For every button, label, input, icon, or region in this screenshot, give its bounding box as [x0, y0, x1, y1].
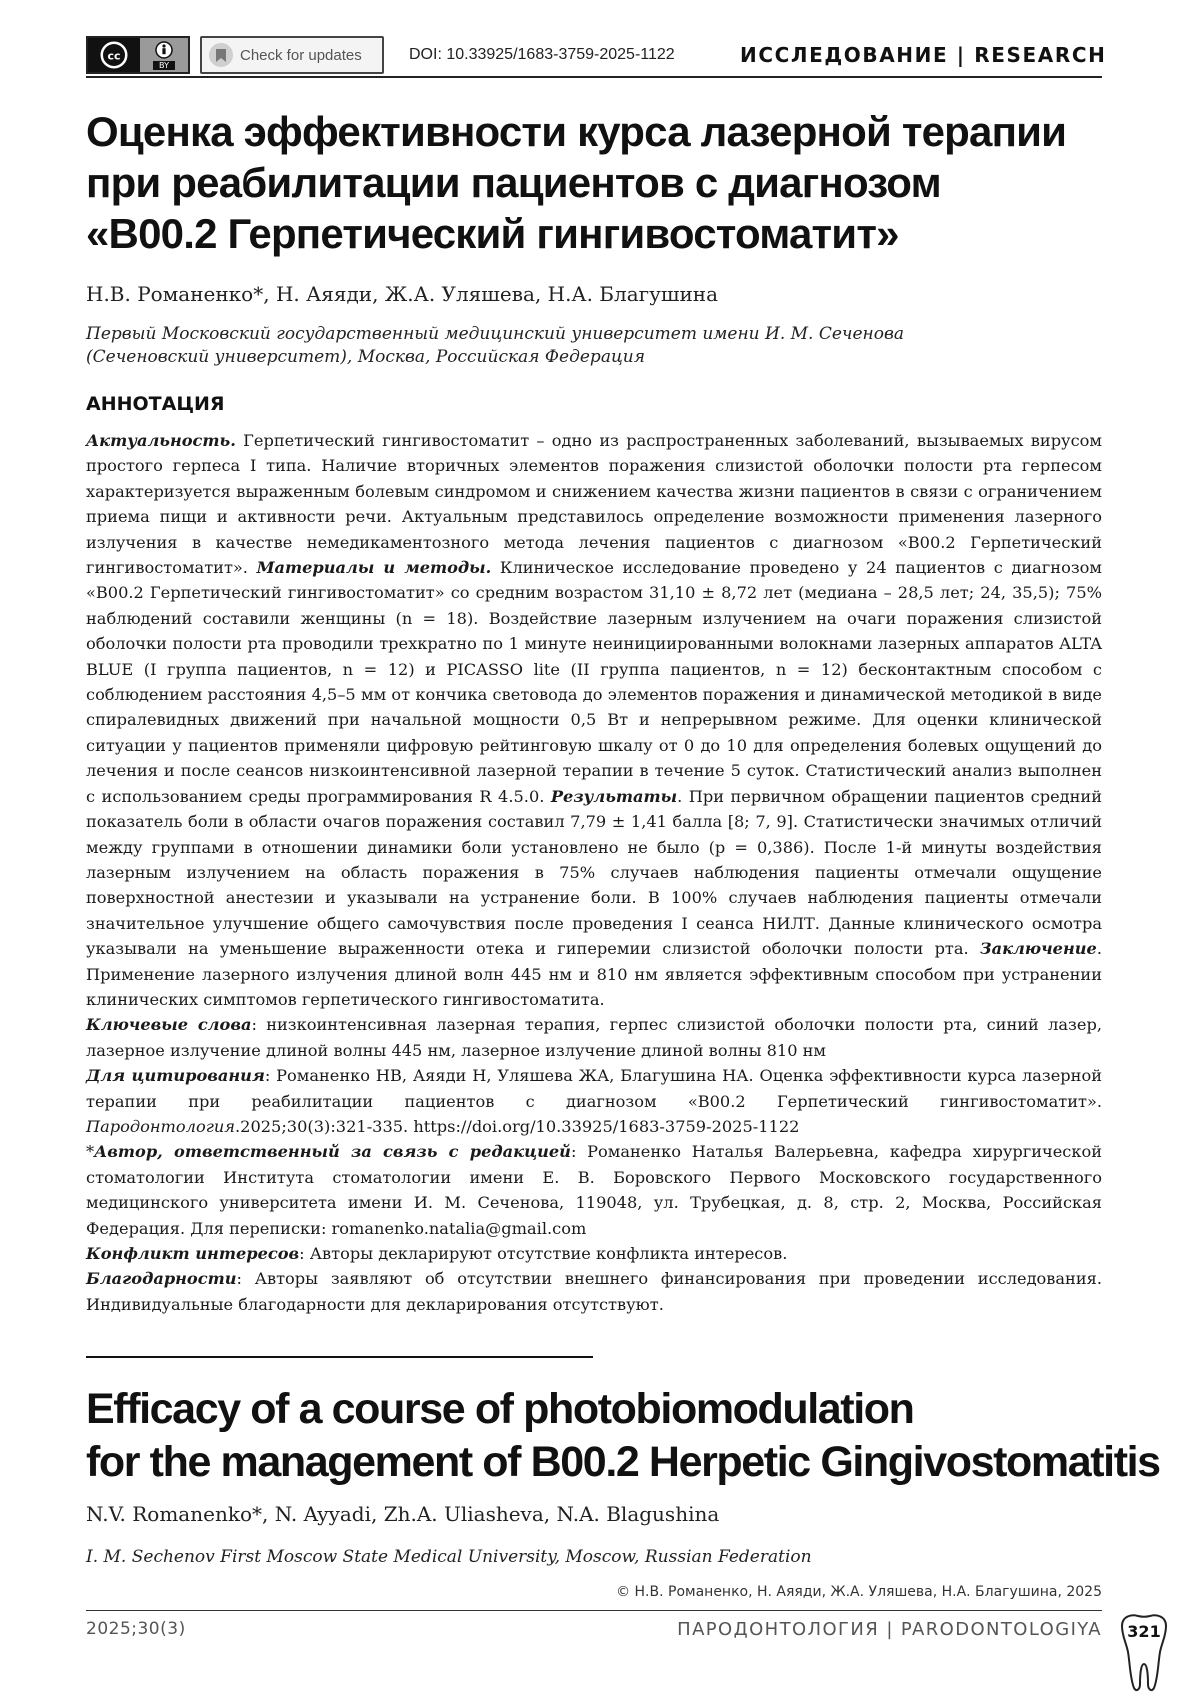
methods-label: Материалы и методы. — [256, 558, 492, 578]
corresponding-star: * — [86, 1142, 95, 1162]
methods-text: Клиническое исследование проведено у 24 пациентов с диагнозом «B00.2 Герпетический гингивостоматит» со средним возрастом 31,10 ± 8,72 лет (медиана – 28,5 лет; 24, 35,5); 75% наблюдений составили женщины (n = 18). Воздействие лазерным излучением на очаги поражения слизистой оболочки полости рта проводили трехкратно по 1 минуте неинициированными волокнами лазерных аппаратов ALTA BLUE (I группа пациентов, n = 12) и PICASSO lite (II группа пациентов, n = 12) бесконтактным способом с соблюдением расстояния 4,5–5 мм от кончика световода до элементов поражения и динамической методикой в виде спиралевидных движений при начальной мощности 0,5 Вт и непрерывном режиме. Для оценки клинической ситуации у пациентов применяли цифровую рейтинговую шкалу от 0 до 10 для определения болевых ощущений до лечения и после сеансов низкоинтенсивной лазерной терапии в течение 5 суток. Статистический анализ выполнен с использованием среды программирования R 4.5.0. — [86, 558, 1102, 806]
cc-by-license-badge[interactable] — [86, 36, 190, 74]
citation-text: : Романенко НВ, Аяяди Н, Уляшева ЖА, Благушина НА. Оценка эффективности курса лазерной терапии при реабилитации пациентов с диагнозом «B00.2 Герпетический гингивостоматит». — [86, 1066, 1102, 1111]
title-en-line-1: Efficacy of a course of photobiomodulation — [86, 1385, 914, 1433]
relevance-text: Герпетический гингивостоматит – одно из распространенных заболеваний, вызываемых вирусом простого герпеса I типа. Наличие вторичных элементов поражения слизистой оболочки полости рта герпесом характеризуется выраженным болевым синдромом и снижением качества жизни пациентов в связи с ограничением приема пищи и активности речи. Актуальным представилось определение возможности применения лазерного излучения в качестве немедикаментозного метода лечения пациентов с диагнозом «B00.2 Герпетический гингивостоматит». — [86, 431, 1102, 578]
authors-en: N.V. Romanenko*, N. Ayyadi, Zh.A. Uliasheva, N.A. Blagushina — [86, 1502, 720, 1526]
acknowledgements-label: Благодарности — [86, 1269, 237, 1289]
section-label: ИССЛЕДОВАНИЕ | RESEARCH — [740, 43, 1107, 67]
keywords-text: : низкоинтенсивная лазерная терапия, герпес слизистой оболочки полости рта, синий лазер, лазерное излучение длиной волны 445 нм, лазерное излучение длиной волны 810 нм — [86, 1015, 1102, 1060]
title-en-line-2: for the management of B00.2 Herpetic Gingivostomatitis — [86, 1438, 1160, 1486]
header-divider — [86, 76, 1102, 78]
keywords-label: Ключевые слова — [86, 1015, 252, 1035]
check-for-updates-button[interactable] — [200, 36, 384, 74]
update-bookmark-icon — [208, 42, 234, 68]
language-divider — [86, 1356, 593, 1358]
citation-journal: Пародонтология — [86, 1116, 236, 1136]
article-title-en — [86, 1383, 1160, 1489]
footer-divider — [86, 1610, 1102, 1611]
citation-doi[interactable]: .2025;30(3):321-335. https://doi.org/10.33925/1683-3759-2025-1122 — [235, 1116, 800, 1136]
article-title-ru — [86, 106, 1106, 259]
conclusion-text: . Применение лазерного излучения длиной волн 445 нм и 810 нм является эффективным способом при устранении клинических симптомов герпетического гингивостоматита. — [86, 939, 1102, 1009]
page-number: 321 — [1127, 1622, 1161, 1641]
acknowledgements-paragraph — [86, 1266, 1102, 1317]
authors-ru: Н.В. Романенко*, Н. Аяяди, Ж.А. Уляшева, Н.А. Благушина — [86, 282, 719, 306]
cc-logo-icon — [88, 38, 140, 72]
check-for-updates-label: Check for updates — [240, 46, 362, 64]
relevance-label: Актуальность. — [86, 431, 236, 450]
copyright-notice: © Н.В. Романенко, Н. Аяяди, Ж.А. Уляшева, Н.А. Благушина, 2025 — [616, 1584, 1102, 1600]
affiliation-ru: Первый Московский государственный медицинский университет имени И. М. Сеченова (Сеченовский университет), Москва, Российская Федерация — [86, 324, 905, 367]
results-label: Результаты — [550, 786, 678, 806]
affiliation-en: I. M. Sechenov First Moscow State Medical University, Moscow, Russian Federation — [86, 1547, 812, 1567]
citation-label: Для цитирования — [86, 1066, 265, 1086]
keywords-paragraph — [86, 1012, 1102, 1063]
journal-name: ПАРОДОНТОЛОГИЯ | PARODONTOLOGIYA — [677, 1619, 1102, 1640]
acknowledgements-text: : Авторы заявляют об отсутствии внешнего финансирования при проведении исследования. Индивидуальные благодарности для декларирования отсутствуют. — [86, 1269, 1102, 1314]
attribution-person-icon — [155, 41, 173, 59]
correspondence-label: Автор, ответственный за связь с редакцией — [94, 1142, 571, 1162]
conflict-text: : Авторы декларируют отсутствие конфликта интересов. — [299, 1244, 788, 1263]
conflict-label: Конфликт интересов — [86, 1244, 300, 1263]
svg-text:cc: cc — [107, 49, 121, 63]
correspondence-paragraph — [86, 1139, 1102, 1241]
abstract-body — [86, 428, 1102, 1317]
abstract-paragraph — [86, 428, 1102, 1012]
issue-label: 2025;30(3) — [86, 1619, 186, 1639]
by-label: BY — [153, 61, 175, 70]
title-ru-line-2: при реабилитации пациентов с диагнозом — [86, 159, 941, 206]
conclusion-label: Заключение — [979, 939, 1097, 959]
results-text: . При первичном обращении пациентов средний показатель боли в области очагов поражения составил 7,79 ± 1,41 балла [8; 7, 9]. Статистически значимых отличий между группами в отношении динамики боли установлено не было (p = 0,386). После 1-й минуты воздействия лазерным излучением на область поражения в 75% случаев наблюдения пациенты отмечали ощущение поверхностной анестезии и указывали на устранение боли. В 100% случаев наблюдения пациенты отмечали значительное улучшение общего самочувствия после проведения I сеанса НИЛТ. Данные клинического осмотра указывали на уменьшение выраженности отека и гиперемии слизистой оболочки полости рта. — [86, 786, 1102, 959]
abstract-heading: АННОТАЦИЯ — [86, 393, 225, 415]
conflict-paragraph — [86, 1241, 1102, 1266]
doi-link[interactable]: DOI: 10.33925/1683-3759-2025-1122 — [409, 46, 675, 63]
correspondence-text: : Романенко Наталья Валерьевна, кафедра хирургической стоматологии Института стоматологии имени Е. В. Боровского Первого Московского государственного медицинского университета имени И. М. Сеченова, 119048, ул. Трубецкая, д. 8, стр. 2, Москва, Российская Федерация. Для переписки: romanenko.natalia@gmail.com — [86, 1142, 1103, 1238]
title-ru-line-3: «B00.2 Герпетический гингивостоматит» — [86, 210, 899, 257]
citation-paragraph — [86, 1063, 1102, 1139]
title-ru-line-1: Оценка эффективности курса лазерной терапии — [86, 108, 1067, 155]
